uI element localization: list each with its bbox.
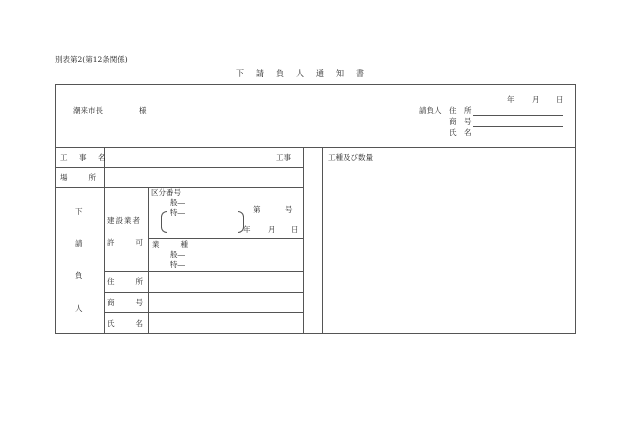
sub-address-label: 住 所 [107,277,145,286]
honorific: 様 [139,106,147,115]
header-date-month: 月 [532,95,540,104]
permit-date-day: 日 [291,225,299,234]
business-type-label: 業 種 [152,240,190,249]
subcontractor-label-2: 請 [75,239,83,248]
contractor-trade-name-label: 商 号 [449,117,472,126]
permit-number-suffix: 号 [285,205,293,214]
permit-label: 許 可 [107,238,145,247]
special-label: 特― [170,208,185,217]
contractor-name-label: 氏 名 [449,128,472,137]
sub-name-label: 氏 名 [107,319,145,328]
permit-date-year: 年 [243,225,251,234]
sub-trade-name-field[interactable] [149,293,302,311]
location-label: 場 所 [60,173,98,182]
project-name-field[interactable] [105,148,275,166]
location-field[interactable] [105,168,302,186]
sub-trade-name-label: 商 号 [107,298,145,307]
contractor-label: 請負人 [419,106,442,115]
general-label-2: 般― [170,250,185,259]
permit-number-field[interactable] [262,203,282,215]
col-divider-2 [303,147,304,334]
document-title: 下 請 負 人 通 知 書 [236,69,366,78]
contractor-trade-name-field[interactable] [473,126,563,127]
permit-number-prefix: 第 [253,205,261,214]
sub-name-field[interactable] [149,313,302,333]
construction-permit-label: 建設業者 [107,216,141,225]
contractor-address-field[interactable] [473,115,563,116]
form-reference: 別表第2(第12条関係) [55,55,128,64]
addressee: 潮来市長 [73,106,103,115]
general-label: 般― [170,198,185,207]
work-type-quantity-label: 工種及び数量 [328,153,373,162]
subcontractor-label-4: 人 [75,304,83,313]
row-divider-6 [148,238,303,239]
project-suffix: 工事 [276,153,291,162]
contractor-address-label: 住 所 [449,106,472,115]
header-date-day: 日 [556,95,564,104]
permit-date-month: 月 [268,225,276,234]
work-type-quantity-field[interactable] [323,165,575,333]
special-label-2: 特― [170,260,185,269]
header-date-year: 年 [507,95,515,104]
left-brace-icon [161,211,167,233]
sub-address-field[interactable] [149,272,302,291]
project-name-label: 工 事 名 [60,153,108,162]
header-box [55,84,576,148]
subcontractor-label-3: 負 [75,271,83,280]
category-number-label: 区分番号 [151,188,181,197]
subcontractor-label-1: 下 [75,207,83,216]
